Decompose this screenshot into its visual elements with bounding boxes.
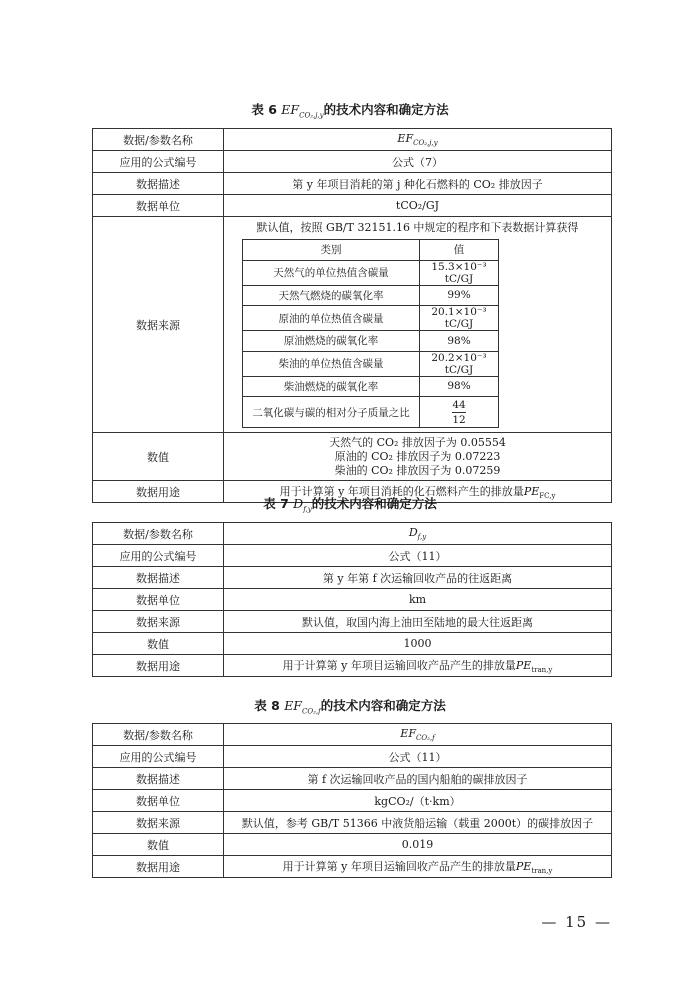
formula-number: 公式（7）	[224, 151, 612, 173]
header-value: 值	[420, 240, 499, 261]
data-unit: tCO₂/GJ	[224, 195, 612, 217]
data-source: 默认值，取国内海上油田至陆地的最大往返距离	[224, 611, 612, 633]
param-name: $D_{f,y}$	[224, 523, 612, 545]
table-row	[243, 240, 499, 261]
table-row	[93, 129, 612, 151]
table6-caption-suffix: 的技术内容和确定方法	[323, 102, 449, 117]
table-row	[93, 217, 612, 433]
table-row	[93, 611, 612, 633]
row-label: 数据来源	[93, 812, 224, 834]
table-row	[243, 376, 499, 397]
table-row	[93, 834, 612, 856]
data-unit: km	[224, 589, 612, 611]
data-source-text: 默认值，按照 GB/T 32151.16 中规定的程序和下表数据计算获得	[256, 221, 579, 234]
table-row	[93, 589, 612, 611]
row-label: 数据来源	[93, 611, 224, 633]
row-label: 数值	[93, 633, 224, 655]
table-row	[93, 523, 612, 545]
table-row	[243, 351, 499, 376]
value-cell: 98%	[420, 376, 499, 397]
data-value: 0.019	[224, 834, 612, 856]
values-cell	[224, 433, 612, 481]
table6-caption-prefix: 表 6	[251, 102, 277, 117]
table8-caption-prefix: 表 8	[254, 698, 280, 713]
row-label: 数据/参数名称	[93, 129, 224, 151]
table7-caption-suffix: 的技术内容和确定方法	[311, 496, 437, 511]
table-row	[93, 151, 612, 173]
table-row	[243, 260, 499, 285]
table-row	[93, 567, 612, 589]
data-usage: 用于计算第 y 年项目运输回收产品产生的排放量$PE_{tran,y}$	[224, 655, 612, 677]
value-cell: 20.2×10⁻³ tC/GJ	[420, 351, 499, 376]
table-row	[93, 812, 612, 834]
category-cell: 二氧化碳与碳的相对分子质量之比	[243, 397, 420, 428]
table-row	[243, 306, 499, 331]
row-label: 数据单位	[93, 195, 224, 217]
row-label: 数值	[93, 433, 224, 481]
row-label: 数据用途	[93, 655, 224, 677]
fraction-numerator: 44	[452, 398, 466, 411]
data-usage: 用于计算第 y 年项目运输回收产品产生的排放量$PE_{tran,y}$	[224, 856, 612, 878]
row-label: 数据/参数名称	[93, 523, 224, 545]
data-value: 1000	[224, 633, 612, 655]
fraction-denominator: 12	[452, 413, 466, 426]
category-cell: 天然气燃烧的碳氧化率	[243, 285, 420, 306]
data-description: 第 y 年第 f 次运输回收产品的往返距离	[224, 567, 612, 589]
page-number: — 15 —	[541, 913, 612, 931]
value-line: 原油的 CO₂ 排放因子为 0.07223	[334, 449, 501, 463]
row-label: 数值	[93, 834, 224, 856]
row-label: 数据来源	[93, 217, 224, 433]
row-label: 数据用途	[93, 856, 224, 878]
data-unit: kgCO₂/（t·km）	[224, 790, 612, 812]
table-row	[93, 655, 612, 677]
row-label: 数据用途	[93, 481, 224, 503]
fraction	[452, 399, 466, 426]
table8-caption-suffix: 的技术内容和确定方法	[320, 698, 446, 713]
row-label: 数据描述	[93, 567, 224, 589]
value-cell: 98%	[420, 331, 499, 352]
table6-caption-symbol: $EF_{CO_2,j,y}$	[281, 102, 324, 120]
table7-caption	[0, 494, 700, 520]
table-row	[93, 856, 612, 878]
table7-caption-prefix: 表 7	[263, 496, 289, 511]
row-label: 数据单位	[93, 790, 224, 812]
value-cell: 15.3×10⁻³ tC/GJ	[420, 260, 499, 285]
table8-caption	[0, 696, 700, 722]
category-cell: 原油的单位热值含碳量	[243, 306, 420, 331]
header-category: 类别	[243, 240, 420, 261]
data-description: 第 f 次运输回收产品的国内船舶的碳排放因子	[224, 768, 612, 790]
category-cell: 原油燃烧的碳氧化率	[243, 331, 420, 352]
table-row	[93, 724, 612, 746]
table7-caption-symbol: $D_{f,y}$	[293, 496, 312, 514]
param-name: $EF_{CO_2,f}$	[224, 724, 612, 746]
row-label: 应用的公式编号	[93, 545, 224, 567]
formula-number: 公式（11）	[224, 746, 612, 768]
data-usage: 用于计算第 y 年项目消耗的化石燃料产生的排放量$PE_{FC,y}$	[224, 481, 612, 503]
category-cell: 柴油的单位热值含碳量	[243, 351, 420, 376]
row-label: 数据/参数名称	[93, 724, 224, 746]
table-row	[243, 397, 499, 428]
row-label: 数据描述	[93, 173, 224, 195]
row-label: 数据单位	[93, 589, 224, 611]
table-row	[243, 285, 499, 306]
table7	[92, 522, 612, 677]
table-row	[93, 633, 612, 655]
data-source: 默认值，参考 GB/T 51366 中液货船运输（载重 2000t）的碳排放因子	[224, 812, 612, 834]
value-cell: 20.1×10⁻³ tC/GJ	[420, 306, 499, 331]
table-row	[93, 173, 612, 195]
table6	[92, 128, 612, 503]
row-label: 应用的公式编号	[93, 746, 224, 768]
row-label: 数据描述	[93, 768, 224, 790]
table-row	[93, 790, 612, 812]
param-name: $EF_{CO_2,j,y}$	[224, 129, 612, 151]
formula-number: 公式（11）	[224, 545, 612, 567]
fraction-bar	[452, 412, 466, 413]
table6-caption	[0, 100, 700, 126]
table-row	[93, 433, 612, 481]
table8	[92, 723, 612, 878]
table8-caption-symbol: $EF_{CO_2,f}$	[284, 698, 321, 716]
value-cell: 99%	[420, 285, 499, 306]
value-line: 柴油的 CO₂ 排放因子为 0.07259	[334, 463, 501, 477]
table-row	[93, 195, 612, 217]
category-cell: 天然气的单位热值含碳量	[243, 260, 420, 285]
table-row	[93, 768, 612, 790]
fraction-cell	[420, 397, 499, 428]
value-line: 天然气的 CO₂ 排放因子为 0.05554	[329, 435, 506, 449]
table-row	[93, 545, 612, 567]
data-source	[224, 217, 612, 433]
conversion-table	[242, 239, 499, 428]
table-row	[93, 746, 612, 768]
row-label: 应用的公式编号	[93, 151, 224, 173]
data-description: 第 y 年项目消耗的第 j 种化石燃料的 CO₂ 排放因子	[224, 173, 612, 195]
table-row	[243, 331, 499, 352]
category-cell: 柴油燃烧的碳氧化率	[243, 376, 420, 397]
